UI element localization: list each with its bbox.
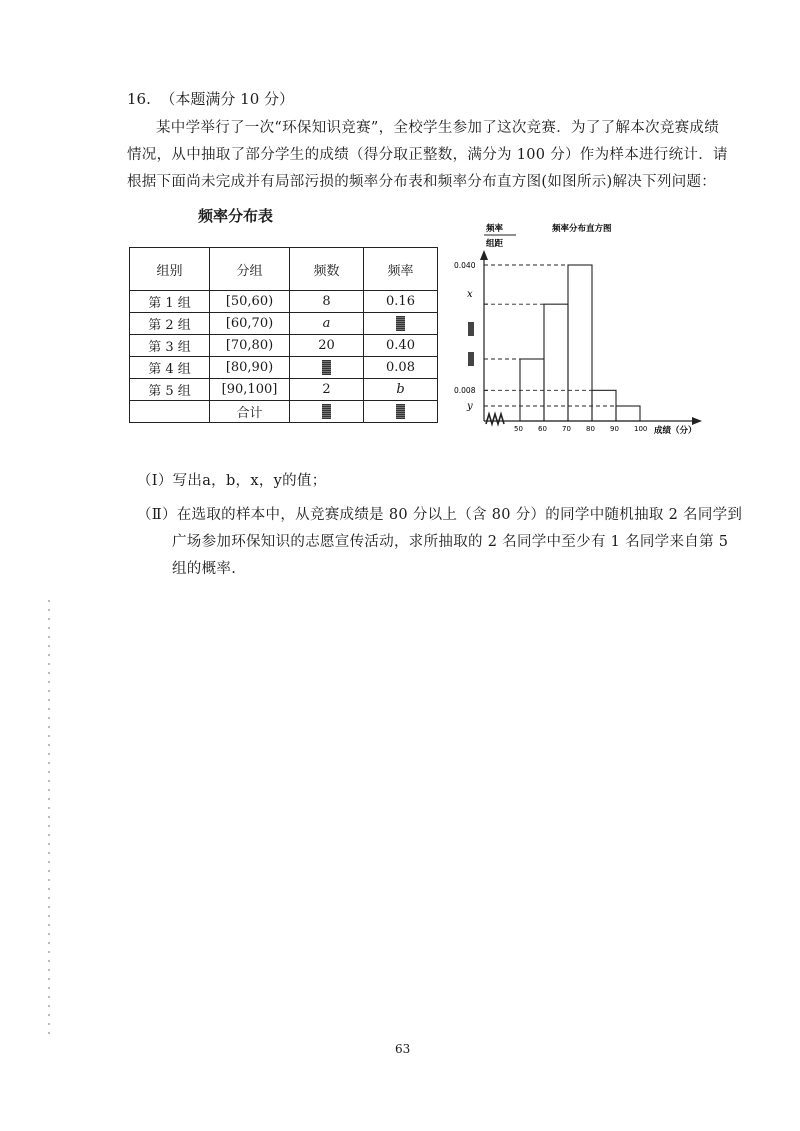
table-cell-text: 第 1 组	[148, 296, 191, 311]
table-row	[130, 401, 438, 423]
question-2-line-1: （Ⅱ）在选取的样本中，从竞赛成绩是 80 分以上（含 80 分）的同学中随机抽取 2 名同学到	[137, 507, 743, 523]
table-cell	[210, 357, 290, 379]
table-cell	[364, 379, 438, 401]
y-tick-label-0008: 0.008	[454, 386, 476, 395]
table-row	[130, 357, 438, 379]
table-cell-text: 第 4 组	[148, 362, 191, 377]
histogram-bars	[520, 265, 640, 421]
table-cell	[130, 291, 210, 313]
x-axis-arrow	[692, 417, 702, 425]
table-cell	[290, 379, 364, 401]
points-note: （本题满分 10 分）	[160, 90, 295, 108]
table-cell-text: [60,70)	[225, 316, 274, 331]
smudge-tick-label-1	[468, 322, 474, 336]
table-row	[130, 335, 438, 357]
smudged-value	[396, 404, 405, 419]
table-cell	[364, 335, 438, 357]
y-tick-label-y: y	[467, 401, 473, 412]
scan-margin-dots	[48, 600, 50, 1040]
table-header-row	[130, 248, 438, 291]
table-cell	[210, 291, 290, 313]
table-cell-text: [90,100]	[221, 382, 278, 397]
question-1: （Ⅰ）写出a，b，x，y的值；	[137, 473, 327, 489]
x-axis-label: 成绩（分）	[654, 426, 697, 436]
histogram-title: 频率分布直方图	[552, 224, 612, 234]
table-cell	[290, 357, 364, 379]
y-axis-arrow	[480, 250, 488, 260]
table-cell	[364, 291, 438, 313]
frequency-distribution-table	[129, 247, 438, 423]
table-cell-text: b	[396, 382, 405, 397]
y-ticks	[484, 265, 488, 406]
x-ticks	[514, 425, 647, 433]
table-title: 频率分布表	[198, 207, 274, 225]
table-cell	[210, 313, 290, 335]
table-header-cell: 组别	[130, 248, 210, 291]
table-cell-text: 20	[318, 338, 335, 353]
table-header-cell: 频率	[364, 248, 438, 291]
question-2-line-2: 广场参加环保知识的志愿宣传活动，求所抽取的 2 名同学中至少有 1 名同学来自第 5	[172, 534, 729, 550]
smudge-tick-label-2	[468, 352, 474, 366]
histogram-bar	[616, 406, 640, 421]
x-tick-label: 60	[538, 425, 547, 433]
table-cell	[290, 313, 364, 335]
table-cell-text: 0.40	[386, 338, 415, 353]
smudged-value	[322, 404, 331, 419]
problem-paragraph-line-3: 根据下面尚未完成并有局部污损的频率分布表和频率分布直方图(如图所示)解决下列问题：	[127, 174, 717, 190]
table-cell	[364, 357, 438, 379]
table-cell-text: 第 2 组	[148, 318, 191, 333]
table-cell-text: 0.16	[386, 294, 415, 309]
y-tick-label-x: x	[467, 289, 473, 300]
table-row	[130, 313, 438, 335]
table-row	[130, 379, 438, 401]
problem-paragraph-line-2: 情况，从中抽取了部分学生的成绩（得分取正整数，满分为 100 分）作为样本进行统计．请	[127, 147, 728, 163]
table-cell	[290, 291, 364, 313]
table-cell	[210, 379, 290, 401]
table-cell-text: [70,80)	[225, 338, 274, 353]
table-header-cell: 分组	[210, 248, 290, 291]
x-tick-label: 90	[610, 425, 619, 433]
problem-paragraph-line-1: 某中学举行了一次“环保知识竞赛”，全校学生参加了这次竞赛．为了了解本次竞赛成绩	[156, 120, 720, 136]
frequency-histogram	[440, 218, 720, 438]
table-cell	[364, 401, 438, 423]
table-cell-text: 合计	[236, 406, 263, 421]
table-cell	[130, 401, 210, 423]
question-2-line-3: 组的概率.	[172, 561, 237, 577]
table-cell	[210, 335, 290, 357]
table-cell	[290, 335, 364, 357]
table-cell	[210, 401, 290, 423]
guide-dashes	[484, 265, 616, 406]
table-cell-text: [80,90)	[225, 360, 274, 375]
table-cell-text: 0.08	[386, 360, 415, 375]
axis-break-squiggle	[486, 414, 504, 424]
y-label-top: 频率	[486, 224, 504, 234]
table-cell-text: 第 5 组	[148, 384, 191, 399]
table-cell-text: 第 3 组	[148, 340, 191, 355]
table-row	[130, 291, 438, 313]
x-tick-label: 100	[634, 425, 648, 433]
table-cell-text: [50,60)	[225, 294, 274, 309]
y-label-bottom: 组距	[486, 239, 504, 249]
x-tick-label: 80	[586, 425, 595, 433]
smudged-value	[322, 360, 331, 375]
smudged-value	[396, 316, 405, 331]
table-cell-text: 2	[322, 382, 331, 397]
table-cell	[130, 313, 210, 335]
x-tick-label: 70	[562, 425, 571, 433]
problem-header	[127, 88, 294, 109]
table-cell	[130, 335, 210, 357]
table-cell	[130, 379, 210, 401]
table-cell-text: a	[322, 316, 331, 331]
x-tick-label: 50	[514, 425, 523, 433]
histogram-bar	[544, 304, 568, 421]
table-cell	[130, 357, 210, 379]
problem-number: 16.	[127, 90, 151, 108]
y-tick-label-0040: 0.040	[454, 261, 476, 270]
table-cell	[364, 313, 438, 335]
table-cell	[290, 401, 364, 423]
table-cell-text: 8	[322, 294, 331, 309]
page-number: 63	[395, 1042, 411, 1056]
table-header-cell: 频数	[290, 248, 364, 291]
histogram-bar	[568, 265, 592, 421]
